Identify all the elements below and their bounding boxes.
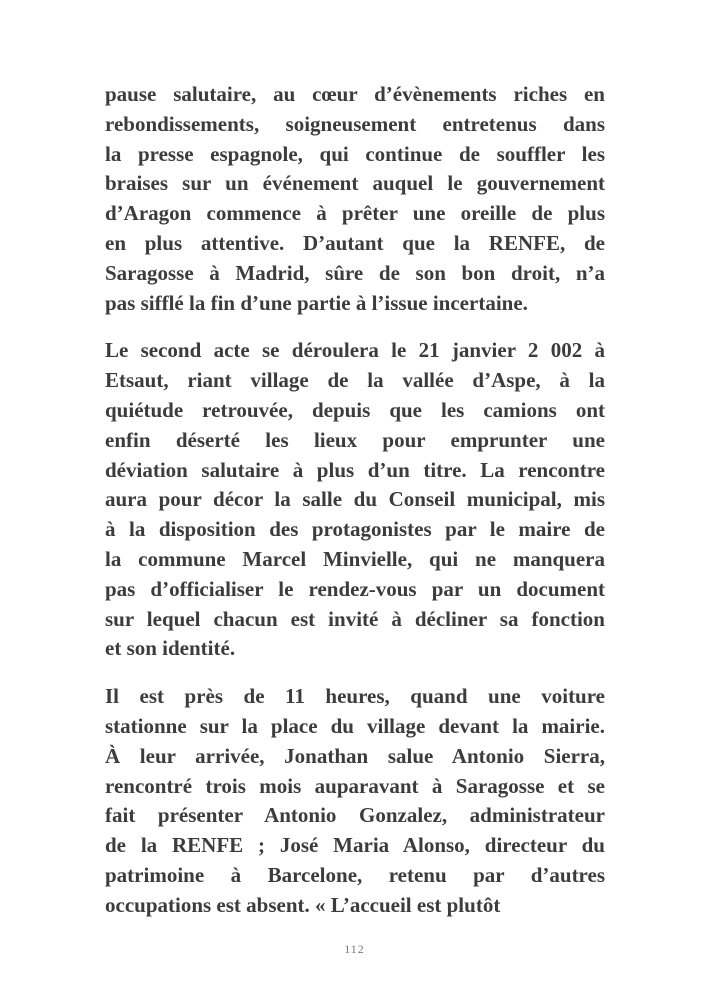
text-line: pause salutaire, au cœur d’évènements riches en bbox=[105, 82, 605, 106]
paragraph bbox=[105, 682, 605, 920]
paragraph bbox=[105, 336, 605, 664]
text-line: Saragosse à Madrid, sûre de son bon droit, n’a bbox=[105, 260, 605, 285]
text-line: braises sur un événement auquel le gouvernement bbox=[105, 171, 605, 196]
text-line: sur lequel chacun est invité à décliner sa fonction bbox=[105, 606, 605, 631]
text-line: Il est près de 11 heures, quand une voiture bbox=[105, 684, 605, 709]
text-line: la commune Marcel Minvielle, qui ne manquera bbox=[105, 546, 605, 571]
text-line: d’Aragon commence à prêter une oreille de plus bbox=[105, 201, 605, 226]
text-block bbox=[105, 80, 605, 939]
text-line: quiétude retrouvée, depuis que les camions ont bbox=[105, 397, 605, 422]
text-line: la presse espagnole, qui continue de souffler les bbox=[105, 141, 605, 166]
text-line: rebondissements, soigneusement entretenus dans bbox=[105, 111, 605, 136]
paragraph bbox=[105, 80, 605, 318]
text-line: patrimoine à Barcelone, retenu par d’autres bbox=[105, 862, 605, 887]
text-line: occupations est absent. « L’accueil est plutôt bbox=[105, 892, 501, 917]
text-line: en plus attentive. D’autant que la RENFE, de bbox=[105, 230, 605, 255]
text-line: rencontré trois mois auparavant à Saragosse et se bbox=[105, 773, 605, 798]
text-line: Le second acte se déroulera le 21 janvier 2 002 à bbox=[105, 338, 605, 363]
text-line: aura pour décor la salle du Conseil municipal, mis bbox=[105, 487, 605, 512]
text-line: de la RENFE ; José Maria Alonso, directeur du bbox=[105, 833, 605, 858]
text-line: pas sifflé la fin d’une partie à l’issue incertaine. bbox=[105, 290, 528, 315]
text-line: stationne sur la place du village devant la mairie. bbox=[105, 713, 605, 738]
text-line: déviation salutaire à plus d’un titre. La rencontre bbox=[105, 457, 605, 482]
text-line: Etsaut, riant village de la vallée d’Aspe, à la bbox=[105, 368, 605, 393]
text-line: fait présenter Antonio Gonzalez, administrateur bbox=[105, 803, 605, 828]
text-line: enfin déserté les lieux pour emprunter une bbox=[105, 427, 605, 452]
text-line: et son identité. bbox=[105, 636, 236, 661]
text-line: à la disposition des protagonistes par le maire de bbox=[105, 517, 605, 542]
text-line: pas d’officialiser le rendez-vous par un document bbox=[105, 576, 605, 601]
page-number: 112 bbox=[344, 942, 365, 956]
text-line: À leur arrivée, Jonathan salue Antonio Sierra, bbox=[105, 743, 605, 768]
